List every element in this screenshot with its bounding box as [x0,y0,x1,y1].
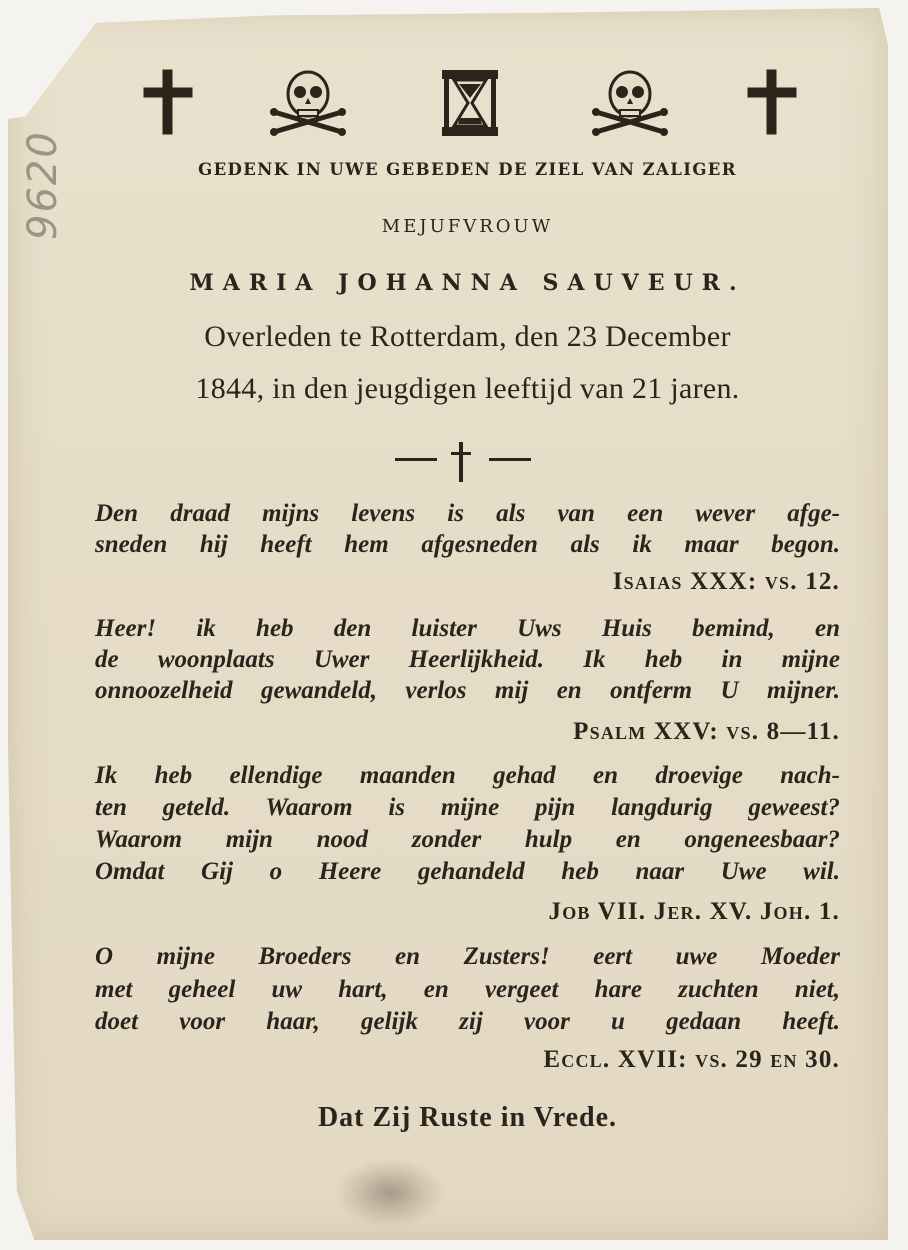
death-line-2: 1844, in den jeugdigen leeftijd van 21 jaren. [195,372,740,405]
verse-line: Waarom mijn nood zonder hulp en ongeneesbaar? [95,826,840,853]
closing-line: Dat Zij Ruste in Vrede. [317,1102,618,1133]
verse-reference: Isaias XXX: vs. 12. [612,568,840,595]
verse-line: met geheel uw hart, en vergeet hare zuchten niet, [95,976,840,1003]
header-line: GEDENK IN UWE GEBEDEN DE ZIEL VAN ZALIGER [198,160,737,179]
verse-line: ten geteld. Waarom is mijne pijn langdurig geweest? [95,794,840,821]
cross-divider [393,438,533,484]
deceased-name: MARIA JOHANNA SAUVEUR. [189,270,746,296]
verse-line: Ik heb ellendige maanden gehad en droevige nach- [95,762,840,789]
verse-line: doet voor haar, gelijk zij voor u gedaan heeft. [95,1008,840,1035]
verse-reference: Psalm XXV: vs. 8—11. [573,718,840,745]
verse-line: Omdat Gij o Heere gehandeld heb naar Uwe wil. [95,858,840,885]
handwritten-number: 9620 [20,130,66,240]
verse-line: Den draad mijns levens is als van een wever afge- [95,500,840,527]
verse-reference: Job VII. Jer. XV. Joh. 1. [548,898,840,925]
title-line: MEJUFVROUW [381,216,554,237]
skull-crossbones-icon [268,68,348,140]
hourglass-icon [440,68,500,138]
cross-icon [746,68,798,136]
ornament-row [140,68,800,148]
verse-reference: Eccl. XVII: vs. 29 en 30. [543,1046,840,1073]
verse-line: O mijne Broeders en Zusters! eert uwe Moeder [95,943,840,970]
verse-line: onnoozelheid gewandeld, verlos mij en ontferm U mijner. [95,677,840,704]
cross-icon [142,68,194,136]
stain [335,1158,445,1228]
verse-line: sneden hij heeft hem afgesneden als ik maar begon. [95,531,840,558]
verse-line: de woonplaats Uwer Heerlijkheid. Ik heb in mijne [95,646,840,673]
skull-crossbones-icon [590,68,670,140]
verse-line: Heer! ik heb den luister Uws Huis bemind, en [95,615,840,642]
death-line-1: Overleden te Rotterdam, den 23 December [204,320,731,353]
